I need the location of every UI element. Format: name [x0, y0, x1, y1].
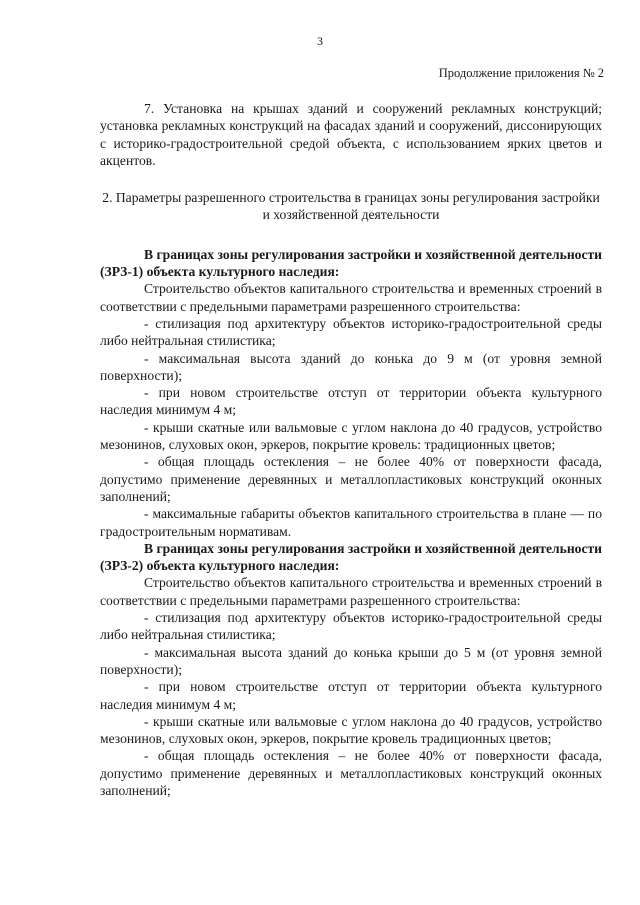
zone1-item: - при новом строительстве отступ от территории объекта культурного наследия минимум 4 м;	[100, 385, 602, 418]
zone1-item: - максимальные габариты объектов капитального строительства в плане — по градостроительным нормативам.	[100, 506, 602, 539]
zone1-heading: В границах зоны регулирования застройки и хозяйственной деятельности (ЗРЗ-1) объекта культурного наследия:	[100, 246, 602, 280]
appendix-note: Продолжение приложения № 2	[438, 66, 604, 80]
zone1-item: - крыши скатные или вальмовые с углом наклона до 40 градусов, устройство мезонинов, слуховых окон, эркеров, покрытие кровель: традиционных цветов;	[100, 419, 602, 453]
zone2-item: - общая площадь остекления – не более 40% от поверхности фасада, допустимо применение деревянных и металлопластиковых конструкций оконных заполнений;	[100, 748, 602, 798]
page-number: 3	[317, 34, 323, 48]
zone1-item: - общая площадь остекления – не более 40% от поверхности фасада, допустимо применение деревянных и металлопластиковых конструкций оконных заполнений;	[100, 454, 602, 504]
zone1-intro: Строительство объектов капитального строительства и временных строений в соответствии с предельными параметрами разрешенного строительства:	[100, 281, 602, 314]
zone2-item: - крыши скатные или вальмовые с углом наклона до 40 градусов, устройство мезонинов, слуховых окон, эркеров, покрытие кровель традиционных цветов;	[100, 713, 602, 747]
zone2-intro: Строительство объектов капитального строительства и временных строений в соответствии с предельными параметрами разрешенного строительства:	[100, 575, 602, 608]
zone1-item: - максимальная высота зданий до конька до 9 м (от уровня земной поверхности);	[100, 350, 602, 383]
section-title: 2. Параметры разрешенного строительства в границах зоны регулирования застройки и хозяйственной деятельности	[102, 190, 600, 223]
zone2-heading: В границах зоны регулирования застройки и хозяйственной деятельности (ЗРЗ-2) объекта культурного наследия:	[100, 540, 602, 574]
document-body	[100, 100, 602, 799]
zone2-item: - при новом строительстве отступ от территории объекта культурного наследия минимум 4 м;	[100, 679, 602, 712]
zone1-item: - стилизация под архитектуру объектов историко-градостроительной среды либо нейтральная стилистика;	[100, 315, 602, 349]
zone2-item: - стилизация под архитектуру объектов историко-градостроительной среды либо нейтральная стилистика;	[100, 610, 602, 643]
intro-item: 7. Установка на крышах зданий и сооружений рекламных конструкций; установка рекламных конструкций на фасадах зданий и сооружений, диссонирующих с историко-градостроительной средой объекта, с использованием ярких цветов и акцентов.	[100, 101, 602, 168]
zone2-item: - максимальная высота зданий до конька крыши до 5 м (от уровня земной поверхности);	[100, 644, 602, 677]
